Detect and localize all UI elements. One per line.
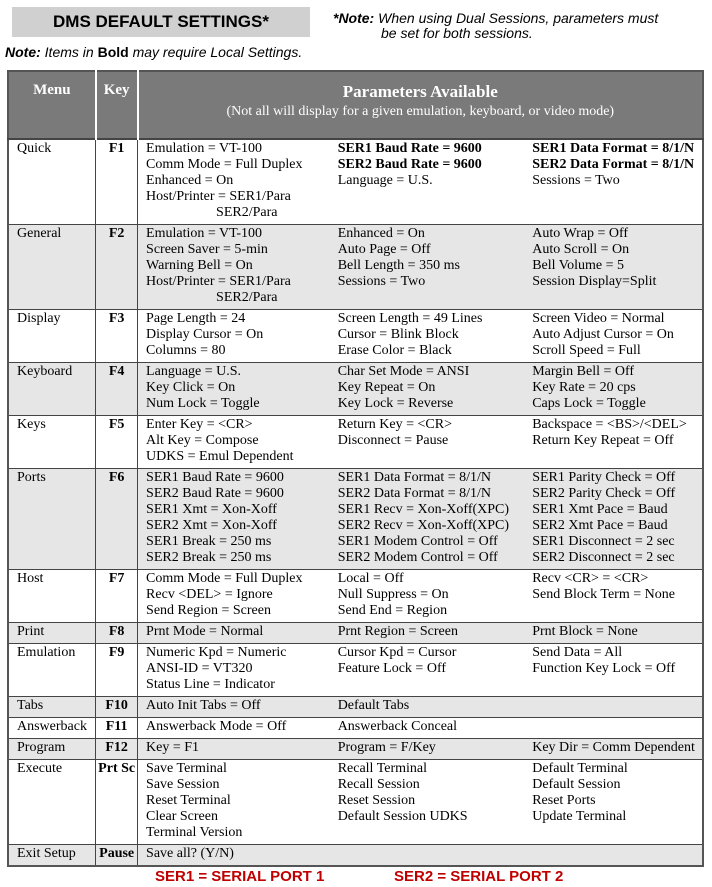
header-menu: Menu (8, 71, 96, 139)
parameter-line: Answerback Conceal (337, 719, 458, 734)
subnote-pre: Items in (44, 44, 94, 60)
parameter-cell (330, 139, 525, 225)
parameter-line: Alt Key = Compose (146, 433, 259, 448)
parameter-line: SER2 Baud Rate = 9600 (146, 486, 284, 501)
parameter-line: SER2 Data Format = 8/1/N (337, 486, 492, 501)
parameter-line: Erase Color = Black (337, 343, 452, 358)
parameter-line: Return Key = <CR> (337, 417, 452, 432)
parameter-line: Recv <CR> = <CR> (532, 571, 649, 586)
parameter-line: Prnt Block = None (532, 624, 638, 639)
parameter-line: Program = F/Key (337, 740, 436, 755)
page-title: DMS DEFAULT SETTINGS* (12, 7, 310, 37)
parameter-line: Bell Volume = 5 (532, 258, 624, 273)
parameter-line: Auto Init Tabs = Off (146, 698, 261, 713)
menu-cell: General (8, 225, 96, 310)
parameter-line: Key Rate = 20 cps (532, 380, 636, 395)
parameter-line: SER2/Para (146, 205, 278, 220)
menu-cell: Execute (8, 760, 96, 845)
parameter-line: Enhanced = On (146, 173, 234, 188)
parameter-line: Update Terminal (532, 809, 627, 824)
parameter-line: SER1 Baud Rate = 9600 (337, 141, 482, 156)
key-cell: F1 (96, 139, 138, 225)
parameter-line: SER1 Data Format = 8/1/N (337, 470, 492, 485)
parameter-line: SER2 Break = 250 ms (146, 550, 272, 565)
parameter-line: Margin Bell = Off (532, 364, 635, 379)
key-cell: F7 (96, 570, 138, 623)
parameter-line: SER2 Baud Rate = 9600 (337, 157, 482, 172)
parameter-line: Key Repeat = On (337, 380, 436, 395)
parameter-cell (138, 139, 330, 225)
parameter-line: Send End = Region (337, 603, 448, 618)
table-row (8, 718, 703, 739)
parameter-line: SER2 Disconnect = 2 sec (532, 550, 675, 565)
parameter-cell (330, 225, 525, 310)
key-cell: Pause (96, 845, 138, 867)
parameter-cell (138, 225, 330, 310)
table-row (8, 697, 703, 718)
table-row (8, 469, 703, 570)
parameter-cell (330, 469, 525, 570)
subnote-post: may require Local Settings. (132, 44, 303, 60)
parameter-cell (138, 570, 330, 623)
parameter-cell (138, 845, 330, 867)
parameter-line: Cursor Kpd = Cursor (337, 645, 457, 660)
parameter-line: Disconnect = Pause (337, 433, 449, 448)
parameter-line: Sessions = Two (337, 274, 426, 289)
table-row (8, 225, 703, 310)
parameter-line: Clear Screen (146, 809, 218, 824)
parameter-cell (138, 623, 330, 644)
parameter-cell (330, 363, 525, 416)
menu-cell: Emulation (8, 644, 96, 697)
parameter-line: Reset Terminal (146, 793, 231, 808)
key-cell: F12 (96, 739, 138, 760)
subnote-label: Note: (5, 44, 41, 60)
parameter-line: Local = Off (337, 571, 404, 586)
parameter-line: SER2 Xmt Pace = Baud (532, 518, 668, 533)
footer-ser2: SER2 = SERIAL PORT 2 (394, 868, 564, 885)
parameter-line: Key Click = On (146, 380, 236, 395)
parameter-cell (524, 739, 703, 760)
parameter-line: Auto Wrap = Off (532, 226, 629, 241)
parameter-line: Page Length = 24 (146, 311, 246, 326)
parameter-cell (138, 310, 330, 363)
parameter-cell (138, 644, 330, 697)
note-line-2: be set for both sessions. (381, 25, 533, 41)
parameter-cell (138, 469, 330, 570)
parameter-line: SER1 Modem Control = Off (337, 534, 498, 549)
parameter-cell (330, 739, 525, 760)
parameter-line: SER1 Xmt = Xon-Xoff (146, 502, 277, 517)
parameter-line: Language = U.S. (146, 364, 242, 379)
parameter-cell (524, 845, 703, 867)
parameter-cell (524, 225, 703, 310)
key-cell: F11 (96, 718, 138, 739)
parameter-line: Send Block Term = None (532, 587, 675, 602)
parameter-cell (524, 718, 703, 739)
parameter-line: Function Key Lock = Off (532, 661, 676, 676)
parameter-line: Reset Session (337, 793, 416, 808)
parameter-line: SER2 Data Format = 8/1/N (532, 157, 695, 172)
parameter-line: Key = F1 (146, 740, 200, 755)
table-header-row (8, 71, 703, 139)
parameter-line: Send Data = All (532, 645, 623, 660)
parameter-line: Feature Lock = Off (337, 661, 447, 676)
parameter-cell (138, 363, 330, 416)
parameter-line: Default Terminal (532, 761, 628, 776)
dual-session-note (333, 11, 703, 41)
parameter-cell (138, 718, 330, 739)
parameter-line: Save Terminal (146, 761, 227, 776)
menu-cell: Tabs (8, 697, 96, 718)
table-row (8, 570, 703, 623)
parameter-line: Key Dir = Comm Dependent (532, 740, 695, 755)
parameter-cell (524, 139, 703, 225)
parameter-cell (330, 697, 525, 718)
parameter-cell (524, 310, 703, 363)
menu-cell: Program (8, 739, 96, 760)
parameter-line: Session Display=Split (532, 274, 657, 289)
parameter-line: Auto Adjust Cursor = On (532, 327, 674, 342)
parameter-line: SER2 Xmt = Xon-Xoff (146, 518, 277, 533)
parameter-line: Prnt Mode = Normal (146, 624, 264, 639)
parameter-line: Warning Bell = On (146, 258, 253, 273)
parameter-line: UDKS = Emul Dependent (146, 449, 294, 464)
parameter-line: SER1 Baud Rate = 9600 (146, 470, 284, 485)
parameter-line: Recall Session (337, 777, 420, 792)
menu-cell: Keyboard (8, 363, 96, 416)
table-row (8, 363, 703, 416)
parameter-cell (330, 845, 525, 867)
parameter-cell (524, 623, 703, 644)
parameter-cell (330, 623, 525, 644)
table-body (8, 139, 703, 866)
parameter-line: SER2 Recv = Xon-Xoff(XPC) (337, 518, 510, 533)
table-row (8, 739, 703, 760)
table-row (8, 623, 703, 644)
parameter-line: Save Session (146, 777, 220, 792)
parameter-line: Host/Printer = SER1/Para (146, 189, 291, 204)
settings-table (7, 70, 704, 867)
parameter-line: Bell Length = 350 ms (337, 258, 460, 273)
table-row (8, 416, 703, 469)
key-cell: F10 (96, 697, 138, 718)
header-params-title: Parameters Available (342, 82, 498, 101)
parameter-line: Display Cursor = On (146, 327, 264, 342)
header-key: Key (96, 71, 138, 139)
menu-cell: Host (8, 570, 96, 623)
parameter-line: Auto Page = Off (337, 242, 431, 257)
parameter-cell (330, 718, 525, 739)
parameter-line: Numeric Kpd = Numeric (146, 645, 287, 660)
parameter-line: SER2 Modem Control = Off (337, 550, 498, 565)
parameter-line: Columns = 80 (146, 343, 226, 358)
parameter-line: Prnt Region = Screen (337, 624, 458, 639)
parameter-line: ANSI-ID = VT320 (146, 661, 253, 676)
parameter-line: Reset Ports (532, 793, 596, 808)
key-cell: F3 (96, 310, 138, 363)
parameter-line: Send Region = Screen (146, 603, 271, 618)
key-cell: F5 (96, 416, 138, 469)
parameter-line: Status Line = Indicator (146, 677, 275, 692)
menu-cell: Exit Setup (8, 845, 96, 867)
parameter-cell (330, 310, 525, 363)
parameter-cell (138, 416, 330, 469)
parameter-line: Enhanced = On (337, 226, 425, 241)
parameter-cell (524, 363, 703, 416)
menu-cell: Quick (8, 139, 96, 225)
parameter-line: Char Set Mode = ANSI (337, 364, 470, 379)
parameter-cell (524, 697, 703, 718)
parameter-line: Screen Length = 49 Lines (337, 311, 483, 326)
parameter-line: Caps Lock = Toggle (532, 396, 646, 411)
parameter-cell (138, 697, 330, 718)
menu-cell: Keys (8, 416, 96, 469)
parameter-line: Screen Video = Normal (532, 311, 665, 326)
key-cell: F9 (96, 644, 138, 697)
table-row (8, 644, 703, 697)
parameter-line: Return Key Repeat = Off (532, 433, 674, 448)
parameter-line: Host/Printer = SER1/Para (146, 274, 291, 289)
parameter-line: SER2 Parity Check = Off (532, 486, 676, 501)
table-row (8, 845, 703, 867)
menu-cell: Ports (8, 469, 96, 570)
parameter-line: Cursor = Blink Block (337, 327, 459, 342)
parameter-line: Language = U.S. (337, 173, 433, 188)
parameter-line: Num Lock = Toggle (146, 396, 260, 411)
parameter-cell (330, 416, 525, 469)
parameter-line: Terminal Version (146, 825, 243, 840)
parameter-line: SER2/Para (146, 290, 278, 305)
parameter-line: Key Lock = Reverse (337, 396, 454, 411)
key-cell: F6 (96, 469, 138, 570)
parameter-line: Sessions = Two (532, 173, 620, 188)
parameter-cell (524, 760, 703, 845)
footer-ser1: SER1 = SERIAL PORT 1 (155, 868, 325, 885)
table-row (8, 139, 703, 225)
parameter-line: SER1 Disconnect = 2 sec (532, 534, 675, 549)
table-row (8, 760, 703, 845)
menu-cell: Answerback (8, 718, 96, 739)
parameter-line: Emulation = VT-100 (146, 226, 263, 241)
parameter-cell (330, 570, 525, 623)
parameter-cell (138, 739, 330, 760)
parameter-cell (524, 644, 703, 697)
parameter-cell (524, 570, 703, 623)
key-cell: F4 (96, 363, 138, 416)
parameter-line: Enter Key = <CR> (146, 417, 253, 432)
key-cell: F2 (96, 225, 138, 310)
parameter-line: SER1 Data Format = 8/1/N (532, 141, 695, 156)
parameter-cell (524, 469, 703, 570)
parameter-line: SER1 Break = 250 ms (146, 534, 272, 549)
parameter-line: Emulation = VT-100 (146, 141, 263, 156)
note-label: *Note: (333, 10, 375, 26)
parameter-line: Default Session (532, 777, 621, 792)
parameter-line: SER1 Parity Check = Off (532, 470, 676, 485)
parameter-line: Save all? (Y/N) (146, 846, 234, 861)
parameter-cell (330, 760, 525, 845)
parameter-line: SER1 Recv = Xon-Xoff(XPC) (337, 502, 510, 517)
key-cell: Prt Sc (96, 760, 138, 845)
parameter-line: Comm Mode = Full Duplex (146, 571, 303, 586)
parameter-line: SER1 Xmt Pace = Baud (532, 502, 668, 517)
header-params-subtitle: (Not all will display for a given emulation, keyboard, or video mode) (226, 104, 615, 119)
note-line-1: When using Dual Sessions, parameters must (378, 10, 659, 26)
parameter-line: Scroll Speed = Full (532, 343, 641, 358)
key-cell: F8 (96, 623, 138, 644)
parameter-line: Comm Mode = Full Duplex (146, 157, 303, 172)
parameter-line: Default Tabs (337, 698, 410, 713)
parameter-line: Default Session UDKS (337, 809, 468, 824)
menu-cell: Display (8, 310, 96, 363)
parameter-line: Null Suppress = On (337, 587, 449, 602)
bold-items-note (5, 44, 302, 60)
parameter-line: Recall Terminal (337, 761, 428, 776)
parameter-line: Answerback Mode = Off (146, 719, 287, 734)
parameter-line: Auto Scroll = On (532, 242, 630, 257)
parameter-line: Backspace = <BS>/<DEL> (532, 417, 687, 432)
table-row (8, 310, 703, 363)
parameter-cell (138, 760, 330, 845)
menu-cell: Print (8, 623, 96, 644)
parameter-line: Screen Saver = 5-min (146, 242, 268, 257)
header-parameters (138, 71, 703, 139)
parameter-cell (524, 416, 703, 469)
parameter-line: Recv <DEL> = Ignore (146, 587, 273, 602)
parameter-cell (330, 644, 525, 697)
subnote-bold-word: Bold (97, 44, 129, 60)
